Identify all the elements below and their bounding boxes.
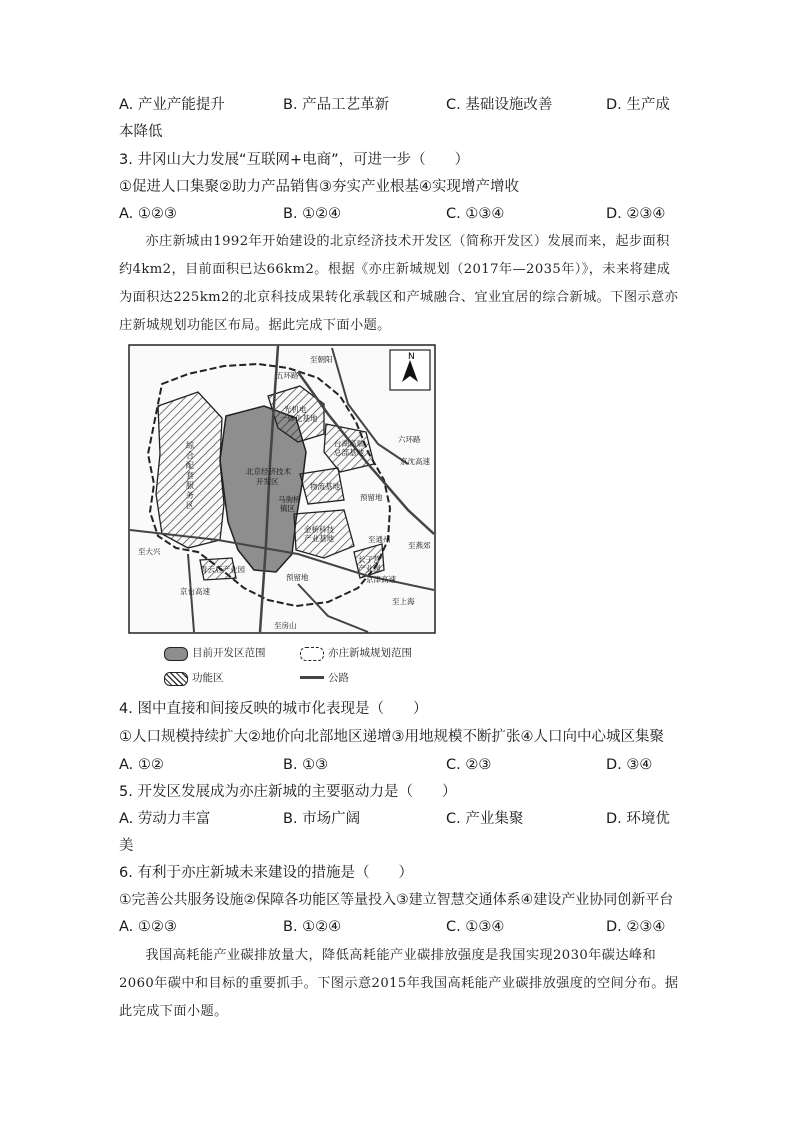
svg-text:套: 套	[186, 471, 194, 480]
legend-plan-swatch	[300, 647, 324, 661]
label-liuhuan: 六环路	[398, 435, 421, 444]
q6-option-a: A. ①②③	[119, 919, 177, 935]
passage-carbon-text: 我国高耗能产业碳排放量大，降低高耗能产业碳排放强度是我国实现2030年碳达峰和2060年碳中和目标的重要抓手。下图示意2015年我国高耗能产业碳排放强度的空间分布。据此完成下面小题。	[119, 948, 679, 1019]
label-jingjin: 京津高速	[366, 575, 396, 584]
q5-option-b: B. 市场广阔	[283, 811, 361, 827]
label-changziying2: 产业园	[358, 564, 381, 573]
q6-option-d: D. ②③④	[606, 919, 666, 935]
label-zhifangshan: 至房山	[274, 621, 297, 630]
q3-option-a: A. ①②③	[119, 206, 177, 222]
svg-text:合: 合	[186, 451, 194, 460]
q2-option-d: D. 生产成	[606, 97, 670, 113]
q4-option-a: A. ①②	[119, 757, 164, 773]
label-taihu2: 总部基地	[334, 448, 364, 457]
q3-items: ①促进人口集聚②助力产品销售③夯实产业根基④实现增产增收	[119, 179, 519, 195]
q3-option-b: B. ①②④	[283, 206, 342, 222]
label-qingyundian: 青云店产业园	[200, 565, 245, 574]
label-jingtai: 京台高速	[180, 587, 210, 596]
label-jinqiao: 金桥科技	[304, 525, 334, 534]
q6-option-b: B. ①②④	[283, 919, 342, 935]
q3-option-c: C. ①③④	[446, 206, 505, 222]
q5-option-c: C. 产业集聚	[446, 811, 524, 827]
q4-option-d: D. ③④	[606, 757, 653, 773]
q4-stem: 4. 图中直接和间接反映的城市化表现是（ ）	[119, 701, 428, 717]
legend-road: 公路	[328, 672, 349, 684]
svg-text:服: 服	[186, 481, 194, 490]
label-jingcheng: 京沈高速	[400, 457, 430, 466]
legend-road-swatch	[300, 676, 324, 679]
q5-option-d-continued: 美	[119, 838, 134, 854]
q2-option-c: C. 基础设施改善	[446, 97, 553, 113]
q4-option-b: B. ①③	[283, 757, 329, 773]
q6-option-c: C. ①③④	[446, 919, 505, 935]
q2-option-b: B. 产品工艺革新	[283, 97, 390, 113]
label-taihu: 台湖高端	[334, 439, 364, 448]
svg-text:务: 务	[186, 491, 194, 500]
legend-current-swatch	[164, 647, 188, 661]
label-kaifaqu: 北京经济技术	[246, 467, 291, 476]
passage-yizhuang	[119, 228, 679, 340]
legend-func: 功能区	[192, 672, 224, 684]
q5-stem: 5. 开发区发展成为亦庄新城的主要驱动力是（ ）	[119, 784, 457, 800]
q5-option-d: D. 环境优	[606, 811, 670, 827]
q3-option-d: D. ②③④	[606, 206, 666, 222]
q4-option-c: C. ②③	[446, 757, 492, 773]
label-yuliudi: 预留地	[360, 493, 383, 502]
label-majuqiao2: 镇区	[280, 504, 295, 513]
zone-zonghe	[156, 392, 224, 548]
label-zhitongzhou: 至通州	[368, 535, 391, 544]
label-zhidaxing: 至大兴	[138, 547, 161, 556]
q6-stem: 6. 有利于亦庄新城未来建设的措施是（ ）	[119, 865, 413, 881]
label-kaifaqu2: 开发区	[256, 477, 279, 486]
label-zhiyanjiao: 至燕郊	[408, 541, 431, 550]
q2-option-d-continued: 本降低	[119, 124, 163, 140]
label-jinqiao2: 产业基地	[304, 534, 334, 543]
q6-items: ①完善公共服务设施②保障各功能区等量投入③建立智慧交通体系④建设产业协同创新平台	[119, 892, 674, 908]
svg-text:综: 综	[186, 441, 194, 450]
label-guangjidian2: 一体化基地	[280, 414, 318, 423]
label-majuqiao: 马驹桥	[278, 495, 301, 504]
label-yuliudi2: 预留地	[286, 573, 309, 582]
q2-option-a: A. 产业产能提升	[119, 97, 225, 113]
label-wuhuan: 五环路	[276, 371, 299, 380]
q5-option-a: A. 劳动力丰富	[119, 811, 211, 827]
svg-text:区: 区	[186, 501, 194, 510]
passage-yizhuang-text: 亦庄新城由1992年开始建设的北京经济技术开发区（简称开发区）发展而来，起步面积约4km2，目前面积已达66km2。根据《亦庄新城规划（2017年—2035年）》，未来将建成为面积达225km2的北京科技成果转化承载区和产城融合、宜业宜居的综合新城。下图示意亦庄新城规划功能区布局。据此完成下面小题。	[119, 234, 679, 333]
legend-current: 目前开发区范围	[192, 647, 266, 659]
label-zhichaoyang: 至朝阳	[310, 355, 333, 364]
legend-plan: 亦庄新城规划范围	[328, 647, 412, 659]
label-guangjidian: 光机电	[284, 405, 307, 414]
label-wuliu: 物流基地	[310, 482, 340, 491]
label-changziying: 长子营	[358, 555, 381, 564]
q4-items: ①人口规模持续扩大②地价向北部地区递增③用地规模不断扩张④人口向中心城区集聚	[119, 729, 664, 745]
legend-func-swatch	[164, 672, 188, 686]
north-label: N	[408, 352, 415, 362]
q3-stem: 3. 井冈山大力发展“互联网+电商”，可进一步（ ）	[119, 152, 470, 168]
svg-text:配: 配	[186, 461, 194, 470]
yizhuang-map	[128, 344, 436, 634]
passage-carbon	[119, 942, 679, 1026]
label-zhishanghai: 至上海	[392, 597, 415, 606]
label-zonghe-vertical	[186, 440, 195, 510]
